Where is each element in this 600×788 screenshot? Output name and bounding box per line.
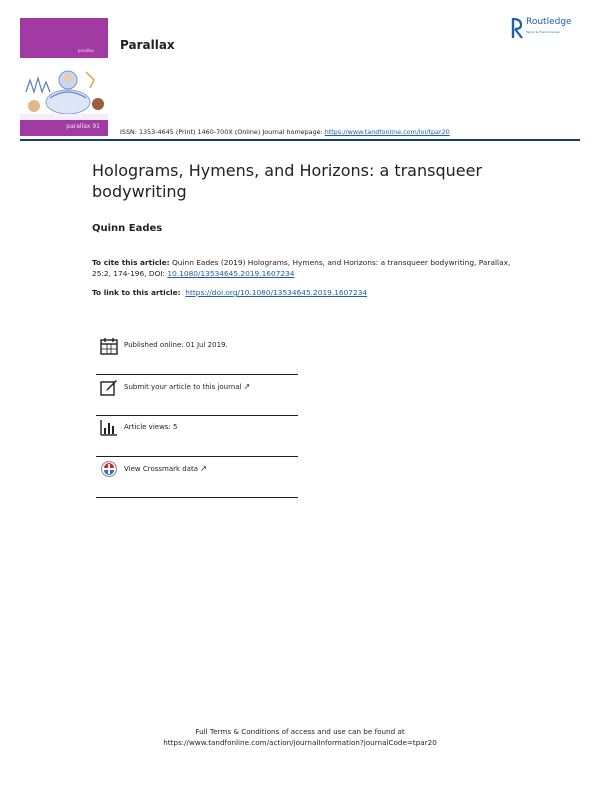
doi-link[interactable]: 10.1080/13534645.2019.1607234 xyxy=(167,269,295,278)
article-link-url[interactable]: https://doi.org/10.1080/13534645.2019.1607234 xyxy=(185,288,368,297)
cover-top-text: parallax xyxy=(77,48,94,53)
publisher-name: Routledge xyxy=(526,17,572,27)
cover-footer-text: parallax 91 xyxy=(66,123,100,130)
journal-homepage-link[interactable]: https://www.tandfonline.com/loi/tpar20 xyxy=(324,128,450,136)
routledge-r-icon xyxy=(511,17,523,39)
submit-article-item[interactable] xyxy=(96,375,298,416)
external-link-icon: ↗ xyxy=(243,382,251,391)
journal-name: Parallax xyxy=(120,38,175,52)
article-author: Quinn Eades xyxy=(92,223,163,234)
terms-line: Full Terms & Conditions of access and use can be found at xyxy=(195,727,405,736)
article-views-text: Article views: 5 xyxy=(124,423,178,431)
cover-illustration xyxy=(20,58,108,120)
published-online-item xyxy=(96,334,298,375)
article-meta-list xyxy=(96,334,298,498)
citation-text: Quinn Eades (2019) Holograms, Hymens, and Horizons: a transqueer bodywriting, Parallax, 25:2, 174-196, DOI: xyxy=(92,258,511,278)
issn-text: ISSN: 1353-4645 (Print) 1460-700X (Online) Journal homepage: xyxy=(120,128,325,136)
calendar-icon xyxy=(100,337,118,355)
article-link-block xyxy=(92,288,367,297)
external-link-icon: ↗ xyxy=(200,464,207,473)
crossmark-text: View Crossmark data xyxy=(124,465,199,473)
terms-footer xyxy=(0,726,600,748)
crossmark-link[interactable] xyxy=(124,464,207,473)
submit-article-text: Submit your article to this journal xyxy=(124,383,242,391)
publisher-tagline: Taylor & Francis Group xyxy=(526,30,560,34)
issn-line xyxy=(120,128,450,136)
crossmark-item[interactable] xyxy=(96,457,298,498)
citation-block xyxy=(92,257,512,279)
article-link-label: To link to this article: xyxy=(92,288,181,297)
terms-url-link[interactable]: https://www.tandfonline.com/action/journalInformation?journalCode=tpar20 xyxy=(163,738,437,747)
routledge-logo[interactable] xyxy=(511,17,600,41)
edit-icon xyxy=(100,378,118,396)
published-online-text: Published online: 01 Jul 2019. xyxy=(124,341,228,349)
journal-cover-image xyxy=(20,18,108,136)
crossmark-icon xyxy=(100,460,118,478)
submit-article-link[interactable] xyxy=(124,382,250,391)
citation-label: To cite this article: xyxy=(92,258,170,267)
article-views-item xyxy=(96,416,298,457)
article-title: Holograms, Hymens, and Horizons: a transqueer bodywriting xyxy=(92,161,483,201)
header-divider xyxy=(20,139,580,141)
bar-chart-icon xyxy=(100,419,118,437)
